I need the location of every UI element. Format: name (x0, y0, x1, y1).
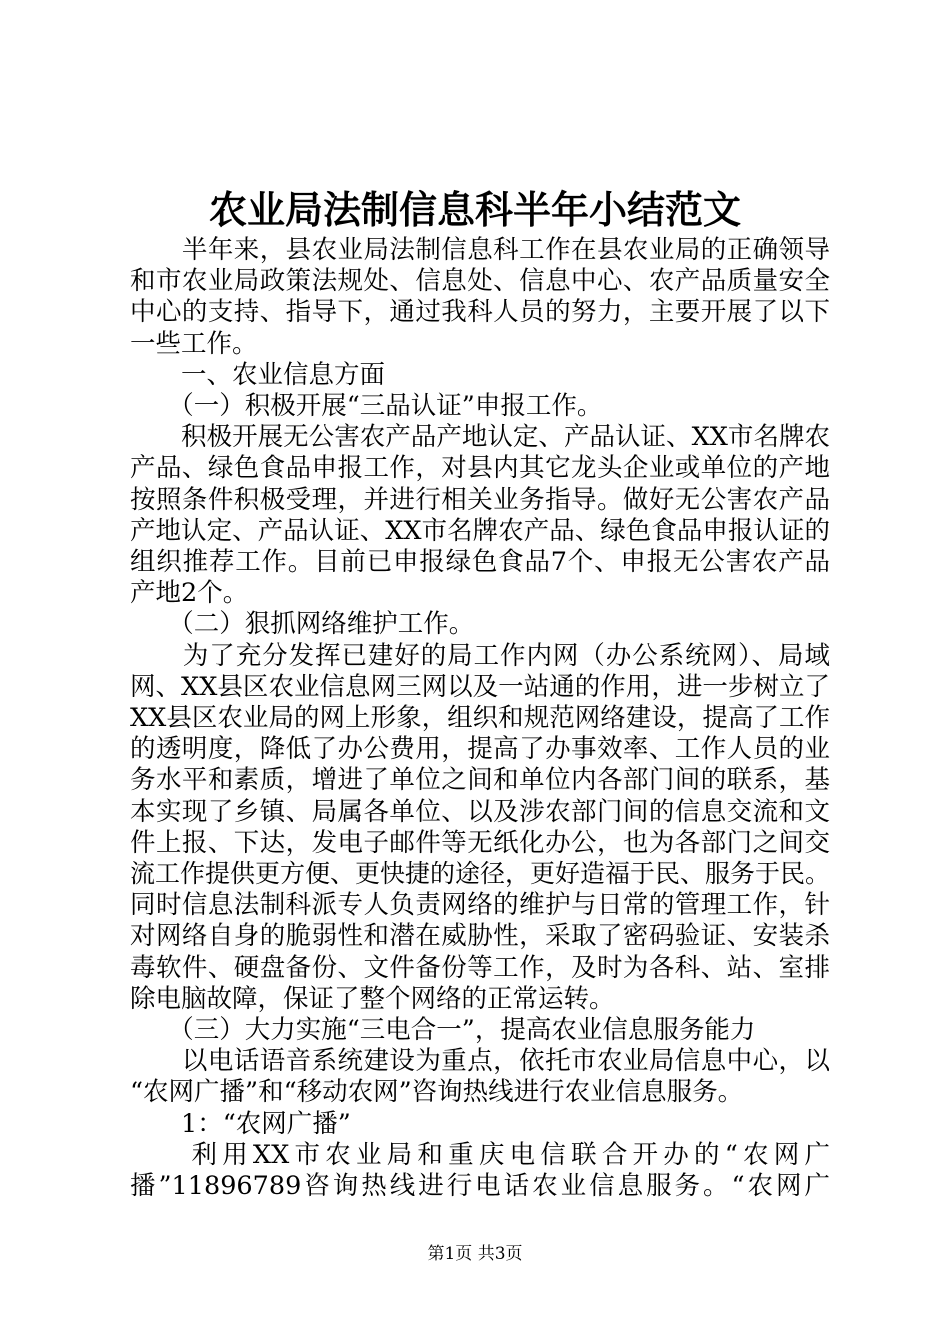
paragraph-line: 流工作提供更方便、更快捷的途径，更好造福于民、服务于民。 (130, 859, 831, 888)
paragraph-line: 按照条件积极受理，并进行相关业务指导。做好无公害农产品 (130, 484, 830, 515)
paragraph-line: 为了充分发挥已建好的局工作内网（办公系统网）、局域 (130, 640, 830, 671)
paragraph-line: 和市农业局政策法规处、信息处、信息中心、农产品质量安全 (130, 266, 830, 297)
paragraph-line: 毒软件、硬盘备份、文件备份等工作，及时为各科、站、室排 (130, 952, 830, 983)
paragraph-line: 组织推荐工作。目前已申报绿色食品7个、申报无公害农产品 (130, 547, 830, 577)
paragraph-line: 产品、绿色食品申报工作，对县内其它龙头企业或单位的产地 (130, 453, 830, 484)
paragraph-line: “农网广播”和“移动农网”咨询热线进行农业信息服务。 (130, 1077, 744, 1108)
paragraph-line: （二）狠抓网络维护工作。 (130, 609, 475, 640)
paragraph-line: 1：“农网广播” (130, 1108, 351, 1139)
paragraph-line: 产地认定、产品认证、XX市名牌农产品、绿色食品申报认证的 (130, 515, 830, 546)
paragraph-line: （一）积极开展“三品认证”申报工作。 (130, 391, 603, 421)
paragraph-line: 的透明度，降低了办公费用，提高了办事效率、工作人员的业 (130, 734, 830, 765)
paragraph-line: 利用XX市农业局和重庆电信联合开办的“农网广 (130, 1139, 830, 1170)
paragraph-line: 积极开展无公害农产品产地认定、产品认证、XX市名牌农 (130, 422, 830, 453)
paragraph-line: 中心的支持、指导下，通过我科人员的努力，主要开展了以下 (130, 297, 830, 328)
paragraph-line: 同时信息法制科派专人负责网络的维护与日常的管理工作，针 (130, 890, 830, 921)
paragraph-line: 一些工作。 (130, 328, 258, 359)
paragraph-line: 一、农业信息方面 (130, 359, 386, 390)
paragraph-line: （三）大力实施“三电合一”，提高农业信息服务能力 (130, 1015, 756, 1045)
paragraph-line: 半年来，县农业局法制信息科工作在县农业局的正确领导 (130, 235, 830, 265)
paragraph-line: 除电脑故障，保证了整个网络的正常运转。 (130, 983, 615, 1014)
paragraph-line: 产地2个。 (130, 578, 249, 609)
paragraph-line: 件上报、下达，发电子邮件等无纸化办公，也为各部门之间交 (130, 827, 830, 858)
page-footer: 第1页 共3页 (427, 1244, 523, 1264)
paragraph-line: 本实现了乡镇、局属各单位、以及涉农部门间的信息交流和文 (130, 796, 830, 827)
document-title: 农业局法制信息科半年小结范文 (208, 187, 741, 232)
paragraph-line: XX县区农业局的网上形象，组织和规范网络建设，提高了工作 (130, 703, 830, 733)
paragraph-line: 播”11896789咨询热线进行电话农业信息服务。“农网广 (130, 1171, 830, 1201)
paragraph-line: 网、XX县区农业信息网三网以及一站通的作用，进一步树立了 (130, 671, 830, 702)
paragraph-line: 对网络自身的脆弱性和潜在威胁性，采取了密码验证、安装杀 (130, 921, 830, 952)
paragraph-line: 务水平和素质，增进了单位之间和单位内各部门间的联系，基 (130, 765, 830, 796)
paragraph-line: 以电话语音系统建设为重点，依托市农业局信息中心，以 (130, 1046, 830, 1077)
